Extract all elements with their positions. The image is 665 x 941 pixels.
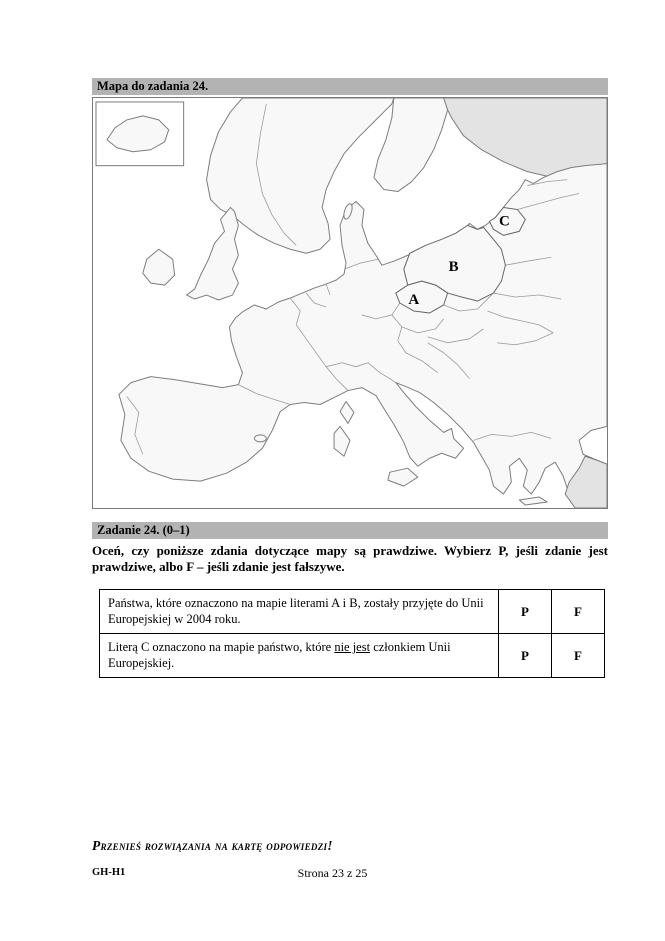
task-header-text: Zadanie 24. (0–1) xyxy=(97,523,190,537)
map-crete xyxy=(519,497,547,505)
map-majorca xyxy=(254,435,266,442)
map-frame xyxy=(92,97,608,509)
map-sicily xyxy=(388,468,418,486)
map-great-britain xyxy=(187,207,239,300)
map-label-a: A xyxy=(408,292,420,308)
option-f-cell: F xyxy=(552,634,605,678)
task-header-bar xyxy=(92,522,608,539)
map-caption-text: Mapa do zadania 24. xyxy=(97,79,209,93)
exam-code: GH-H1 xyxy=(92,867,126,878)
statement-cell xyxy=(100,634,499,678)
map-finland xyxy=(374,98,448,192)
map-mainland xyxy=(119,164,607,508)
map-corsica xyxy=(340,402,354,424)
map-sardinia xyxy=(334,426,350,456)
europe-outline-map xyxy=(93,98,607,508)
table-row xyxy=(100,590,605,634)
option-p-cell: P xyxy=(499,590,552,634)
table-row xyxy=(100,634,605,678)
map-label-c: C xyxy=(499,213,510,230)
statement-text-underlined: nie jest xyxy=(334,640,371,654)
task-instruction: Oceń, czy poniższe zdania dotyczące mapy są prawdziwe. Wybierz P, jeśli zdanie jest prawdziwe, albo F – jeśli zdanie jest fałszywe. xyxy=(92,543,608,574)
statements-table xyxy=(99,589,605,678)
map-caption-bar xyxy=(92,78,608,95)
map-ireland xyxy=(143,249,175,285)
map-label-b: B xyxy=(448,259,459,276)
statement-text-after: członkiem Unii Europejskiej. xyxy=(108,640,451,670)
statement-cell xyxy=(100,590,499,634)
statement-text: Państwa, które oznaczono na mapie literami A i B, zostały przyjęte do Unii Europejskiej w 2004 roku. xyxy=(108,596,484,626)
option-p-cell: P xyxy=(499,634,552,678)
option-f-cell: F xyxy=(552,590,605,634)
statement-text-before: Literą C oznaczono na mapie państwo, które xyxy=(108,640,335,654)
page-number: Strona 23 z 25 xyxy=(297,866,368,880)
transfer-note: Przenieś rozwiązania na kartę odpowiedzi! xyxy=(92,838,333,853)
